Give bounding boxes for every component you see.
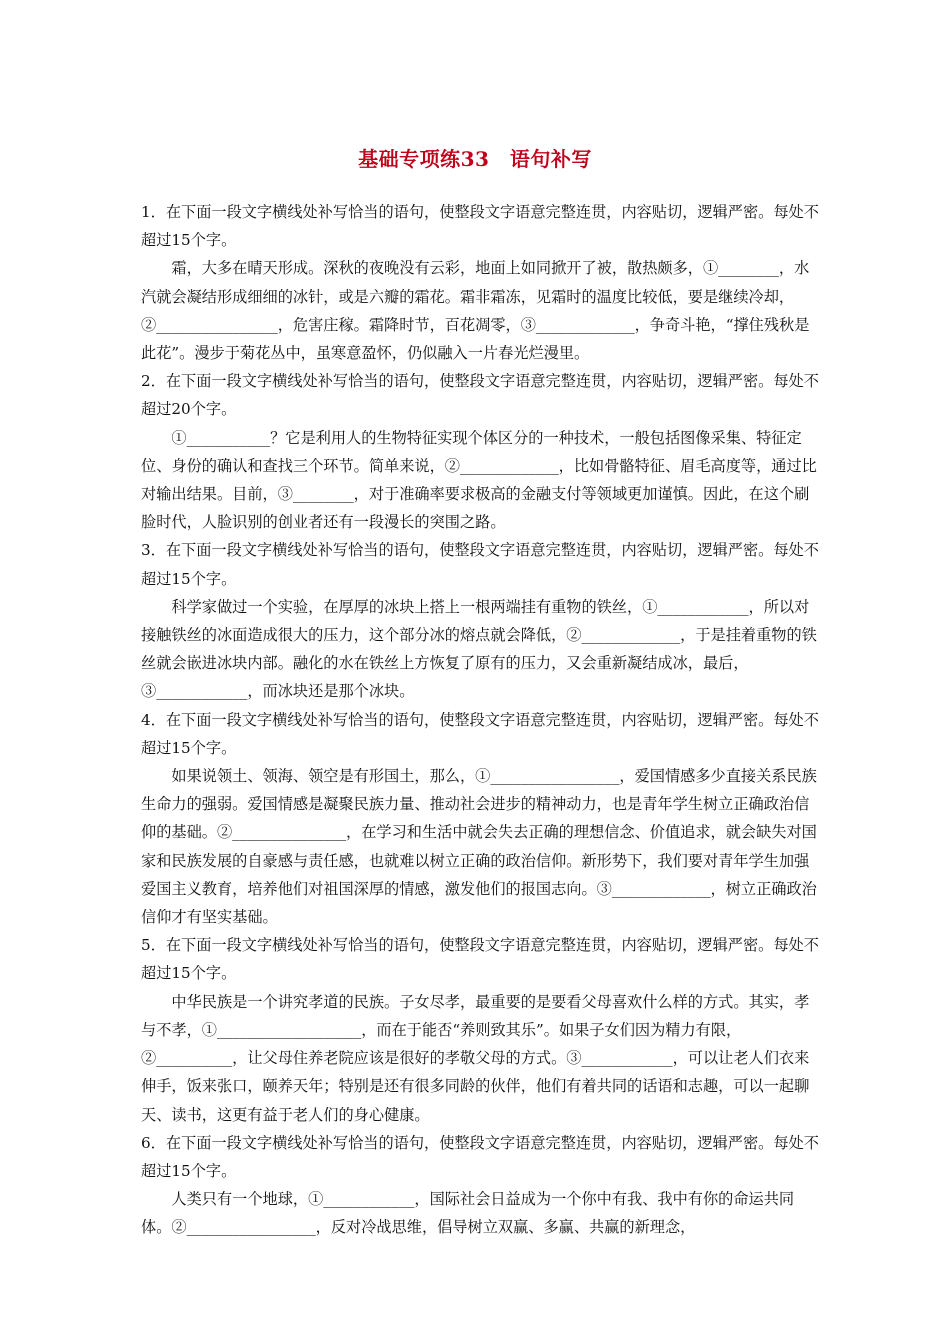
- question-6-instruction: 6．在下面一段文字横线处补写恰当的语句，使整段文字语意完整连贯，内容贴切，逻辑严密。每处不超过15个字。: [141, 1133, 819, 1180]
- question-4-passage: 如果说领土、领海、领空是有形国土，那么，①_________________，爱国情感多少直接关系民族生命力的强弱。爱国情感是凝聚民族力量、推动社会进步的精神动力，也是青年学生树立正确政治信仰的基础。②_______________，在学习和生活中就会失去正确的理想信念、价值追求，就会缺失对国家和民族发展的自豪感与责任感，也就难以树立正确的政治信仰。新形势下，我们要对青年学生加强爱国主义教育，培养他们对祖国深厚的情感，激发他们的报国志向。③_____________，树立正确政治信仰才有坚实基础。: [141, 767, 817, 927]
- question-5-passage: 中华民族是一个讲究孝道的民族。子女尽孝，最重要的是要看父母喜欢什么样的方式。其实，孝与不孝，①___________________，而在于能否“养则致其乐”。如果子女们因为精力有限，②__________，让父母住养老院应该是很好的孝敬父母的方式。③____________，可以让老人们衣来伸手，饭来张口，颐养天年；特别是还有很多同龄的伙伴，他们有着共同的话语和志趣，可以一起聊天、读书，这更有益于老人们的身心健康。: [141, 992, 810, 1124]
- page-title: 基础专项练33 语句补写: [358, 147, 592, 171]
- question-3-passage: 科学家做过一个实验，在厚厚的冰块上搭上一根两端挂有重物的铁丝，①____________，所以对接触铁丝的冰面造成很大的压力，这个部分冰的熔点就会降低，②_____________，于是挂着重物的铁丝就会嵌进冰块内部。融化的水在铁丝上方恢复了原有的压力，又会重新凝结成冰，最后，③____________，而冰块还是那个冰块。: [141, 597, 817, 701]
- question-4-instruction: 4．在下面一段文字横线处补写恰当的语句，使整段文字语意完整连贯，内容贴切，逻辑严密。每处不超过15个字。: [141, 710, 819, 757]
- question-2-instruction: 2．在下面一段文字横线处补写恰当的语句，使整段文字语意完整连贯，内容贴切，逻辑严密。每处不超过20个字。: [141, 372, 819, 419]
- exercise-content: [141, 198, 821, 1242]
- question-3-instruction: 3．在下面一段文字横线处补写恰当的语句，使整段文字语意完整连贯，内容贴切，逻辑严密。每处不超过15个字。: [141, 541, 819, 588]
- question-1-instruction: 1．在下面一段文字横线处补写恰当的语句，使整段文字语意完整连贯，内容贴切，逻辑严密。每处不超过15个字。: [141, 203, 819, 250]
- question-6-passage: 人类只有一个地球，①____________，国际社会日益成为一个你中有我、我中有你的命运共同体。②_________________，反对冷战思维，倡导树立双赢、多赢、共赢的新理念，: [141, 1190, 795, 1237]
- question-2-passage: ①___________？它是利用人的生物特征实现个体区分的一种技术，一般包括图像采集、特征定位、身份的确认和查找三个环节。简单来说，②_____________，比如骨骼特征、眉毛高度等，通过比对输出结果。目前，③________，对于准确率要求极高的金融支付等领域更加谨慎。因此，在这个刷脸时代，人脸识别的创业者还有一段漫长的突围之路。: [141, 428, 817, 532]
- question-1-passage: 霜，大多在晴天形成。深秋的夜晚没有云彩，地面上如同掀开了被，散热颇多，①________，水汽就会凝结形成细细的冰针，或是六瓣的霜花。霜非霜冻，见霜时的温度比较低，要是继续冷却，②________________，危害庄稼。霜降时节，百花凋零，③_____________，争奇斗艳，“撑住残秋是此花”。漫步于菊花丛中，虽寒意盈怀，仍似融入一片春光烂漫里。: [141, 259, 810, 363]
- question-5-instruction: 5．在下面一段文字横线处补写恰当的语句，使整段文字语意完整连贯，内容贴切，逻辑严密。每处不超过15个字。: [141, 936, 819, 983]
